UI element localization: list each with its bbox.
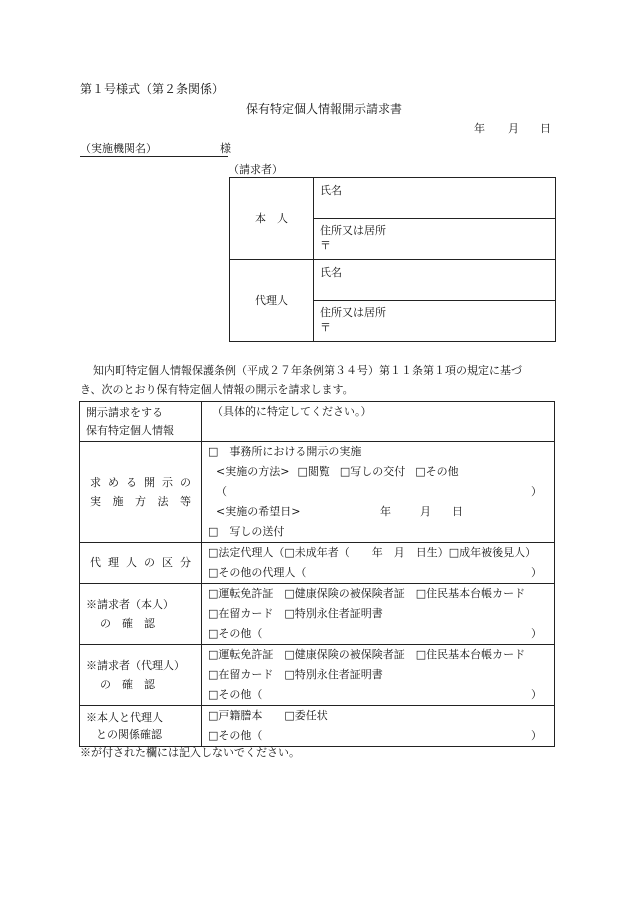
requester-label: （請求者） [228,163,283,176]
relation-doc-line[interactable]: □戸籍謄本 □委任状 [208,709,328,723]
info-content-cell[interactable] [202,402,555,442]
relation-label-1: ※本人と代理人 [86,710,163,724]
agent-postal-mark: 〒 [320,321,331,335]
self-address-label: 住所又は居所 [320,224,386,237]
info-instruction: （具体的に特定してください。） [212,405,372,419]
agent-type-other-option: □その他の代理人（ [208,566,307,580]
info-label-2: 保有特定個人情報 [86,423,174,437]
verify-agent-doc-line-1[interactable]: □運転免許証 □健康保険の被保険者証 □住民基本台帳カード [208,648,526,662]
row-method [80,442,555,543]
method-other-option[interactable]: □その他 [415,465,459,479]
form-number: 第１号様式（第２条関係） [80,82,225,96]
date-day-label: 日 [540,122,551,135]
office-option[interactable]: □ 事務所における開示の実施 [208,445,362,459]
method-label-1: 求める開示の [90,475,191,489]
recipient-label: （実施機関名） [80,142,157,155]
intro-line-1: 知内町特定個人情報保護条例（平成２７年条例第３４号）第１１条第１項の規定に基づ [93,364,522,377]
verify-self-doc-line-2[interactable]: □在留カード □特別永住者証明書 [208,607,383,621]
info-label-1: 開示請求をする [86,406,163,420]
agent-type-label-cell [80,543,202,584]
paren-open: （ [216,485,227,499]
agent-address-label: 住所又は居所 [320,306,386,319]
method-date-line[interactable] [202,502,554,522]
method-content-cell [202,442,555,543]
row-agent-type [80,543,555,584]
method-date-year: 年 [380,505,391,519]
verify-self-label-1: ※請求者（本人） [86,597,174,611]
self-label: 本 人 [230,178,314,260]
page-title: 保有特定個人情報開示請求書 [246,102,403,116]
requester-table [229,177,556,342]
request-table [79,401,555,747]
verify-self-close: ） [531,627,542,641]
verify-agent-doc-line-2[interactable]: □在留カード □特別永住者証明書 [208,668,383,682]
verify-self-other-line[interactable] [202,624,554,644]
row-verify-self [80,584,555,645]
row-relation [80,706,555,747]
verify-agent-close: ） [531,688,542,702]
relation-other-line[interactable] [202,726,554,746]
method-date-month: 月 [420,505,431,519]
agent-name-cell[interactable] [314,260,556,301]
paren-close: ） [531,485,542,499]
method-how-line [202,462,554,482]
intro-line-2: き、次のとおり保有特定個人情報の開示を請求します。 [80,383,354,396]
self-address-cell[interactable] [314,219,556,260]
self-name-cell[interactable] [314,178,556,219]
date-month-label: 月 [508,122,519,135]
agent-type-close: ） [531,566,542,580]
footnote: ※が付された欄には記入しないでください。 [80,746,300,759]
info-label-cell [80,402,202,442]
verify-agent-label-1: ※請求者（代理人） [86,658,185,672]
verify-self-other-option: □その他（ [208,627,263,641]
verify-agent-label-2: の 確 認 [100,678,155,691]
recipient-line [80,142,231,157]
verify-self-doc-line-1[interactable]: □運転免許証 □健康保険の被保険者証 □住民基本台帳カード [208,587,526,601]
method-how-label: <実施の方法> [216,465,290,479]
relation-close: ） [531,729,542,743]
method-view-option[interactable]: □閲覧 [297,465,330,479]
method-copy-option[interactable]: □写しの交付 [339,465,406,479]
agent-type-content-cell [202,543,555,584]
row-info [80,402,555,442]
method-other-line[interactable] [202,482,554,502]
method-label-2: 実施方法等 [90,495,191,508]
relation-label-cell [80,706,202,747]
verify-self-label-cell [80,584,202,645]
self-postal-mark: 〒 [320,239,331,253]
agent-label: 代理人 [230,260,314,342]
self-name-label: 氏名 [320,184,342,197]
relation-label-2: との関係確認 [96,728,162,741]
verify-agent-content-cell [202,645,555,706]
row-verify-agent [80,645,555,706]
method-date-day: 日 [452,505,463,519]
verify-self-label-2: の 確 認 [100,617,155,630]
verify-agent-other-option: □その他（ [208,688,263,702]
verify-self-content-cell [202,584,555,645]
relation-other-option: □その他（ [208,729,263,743]
agent-type-label: 代理人の区分 [90,556,191,570]
verify-agent-other-line[interactable] [202,685,554,705]
mail-option[interactable]: □ 写しの送付 [208,525,285,539]
agent-name-label: 氏名 [320,266,342,279]
relation-content-cell [202,706,555,747]
agent-type-legal-line[interactable]: □法定代理人（□未成年者（ 年 月 日生）□成年被後見人） [208,546,537,560]
verify-agent-label-cell [80,645,202,706]
method-label-cell [80,442,202,543]
agent-address-cell[interactable] [314,301,556,342]
date-year-label: 年 [474,122,485,135]
honorific: 様 [220,142,231,155]
method-date-label: <実施の希望日> [216,505,301,519]
agent-type-other-line[interactable] [202,563,554,583]
